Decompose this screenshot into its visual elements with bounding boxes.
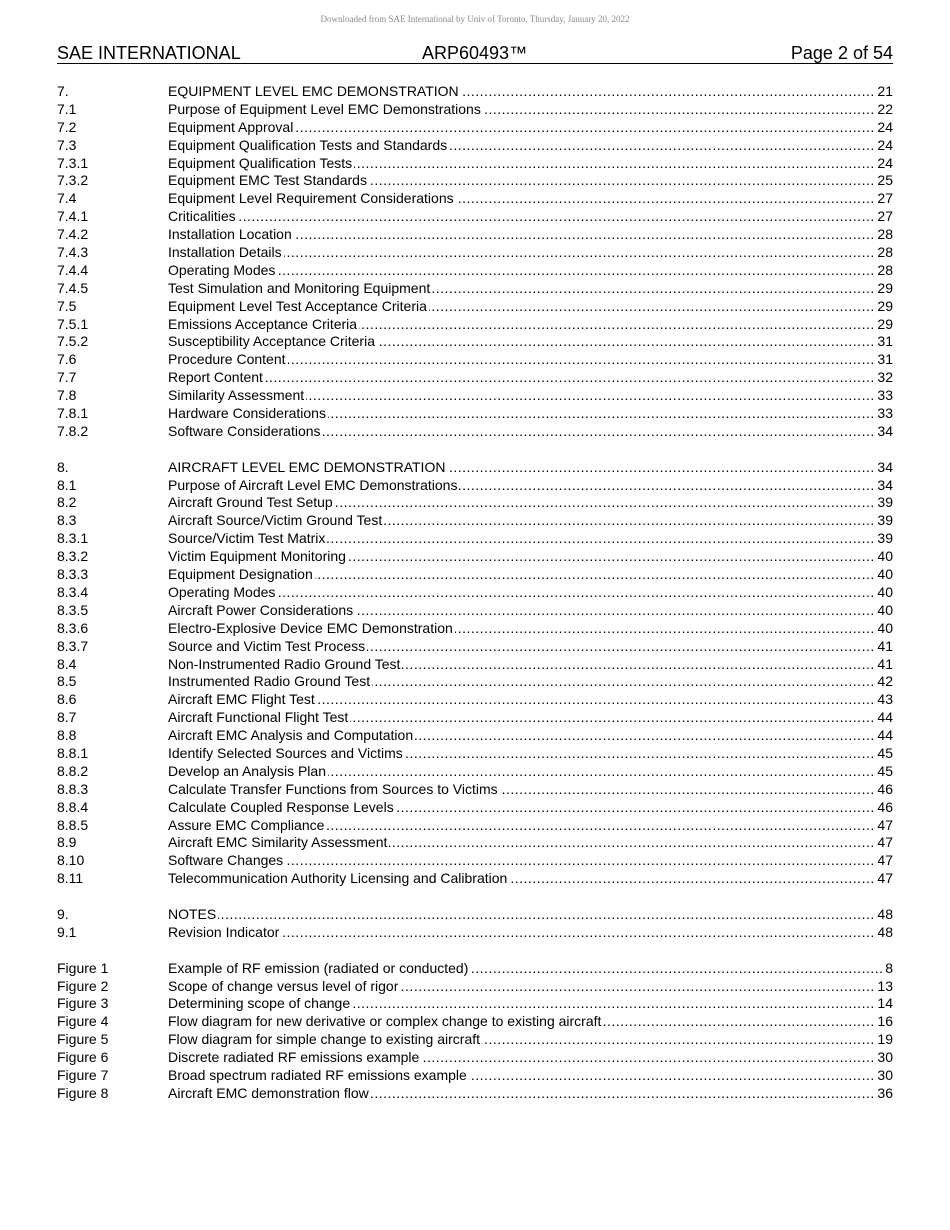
toc-entry-page: 32 bbox=[877, 369, 893, 386]
toc-entry[interactable] bbox=[57, 781, 893, 799]
toc-entry-title: Operating Modes bbox=[168, 261, 276, 278]
toc-entry-page: 41 bbox=[877, 637, 893, 654]
toc-entry-title: Equipment Level Requirement Considerations bbox=[168, 190, 454, 207]
toc-entry-title-leader bbox=[168, 477, 876, 495]
toc-entry-number: Figure 8 bbox=[57, 1084, 109, 1101]
toc-entry-number: 8.4 bbox=[57, 655, 77, 672]
toc-entry-title-leader bbox=[168, 799, 876, 817]
toc-entry[interactable] bbox=[57, 584, 893, 602]
toc-entry-title: Broad spectrum radiated RF emissions example bbox=[168, 1066, 467, 1083]
toc-entry-page: 28 bbox=[877, 244, 893, 261]
toc-entry-page: 39 bbox=[877, 530, 893, 547]
toc-entry-number: 7.3.1 bbox=[57, 154, 89, 171]
toc-entry[interactable] bbox=[57, 817, 893, 835]
toc-entry[interactable] bbox=[57, 119, 893, 137]
toc-entry[interactable] bbox=[57, 172, 893, 190]
toc-entry-title-leader bbox=[168, 208, 876, 226]
toc-entry-page: 45 bbox=[877, 762, 893, 779]
toc-entry-title: Purpose of Equipment Level EMC Demonstrations bbox=[168, 100, 481, 117]
toc-entry-number: 8.3.6 bbox=[57, 619, 89, 636]
toc-entry-title-leader bbox=[168, 494, 876, 512]
toc-entry-title-leader bbox=[168, 691, 876, 709]
toc-entry-title-leader bbox=[168, 405, 876, 423]
toc-entry-title: Calculate Coupled Response Levels bbox=[168, 798, 394, 815]
toc-entry-page: 44 bbox=[877, 709, 893, 726]
toc-entry-title-leader bbox=[168, 566, 876, 584]
toc-entry-page: 46 bbox=[877, 798, 893, 815]
toc-entry-number: 7.4.1 bbox=[57, 208, 89, 225]
toc-entry-title: Report Content bbox=[168, 369, 263, 386]
toc-entry-title: Software Considerations bbox=[168, 422, 321, 439]
toc-entry[interactable] bbox=[57, 530, 893, 548]
toc-entry-page: 28 bbox=[877, 226, 893, 243]
toc-entry-title-leader bbox=[168, 387, 876, 405]
toc-entry-title: Aircraft EMC Similarity Assessment bbox=[168, 834, 388, 851]
toc-entry[interactable] bbox=[57, 978, 893, 996]
toc-entry-title-leader bbox=[168, 316, 876, 334]
toc-entry-number: 7.3.2 bbox=[57, 172, 89, 189]
toc-entry-page: 16 bbox=[877, 1013, 893, 1030]
toc-entry-page: 29 bbox=[877, 315, 893, 332]
toc-entry-number: 8.8.2 bbox=[57, 762, 89, 779]
toc-entry[interactable] bbox=[57, 208, 893, 226]
toc-entry[interactable] bbox=[57, 691, 893, 709]
toc-entry-number: 8.8.5 bbox=[57, 816, 89, 833]
toc-entry-title: Installation Details bbox=[168, 244, 282, 261]
toc-entry-number: 8.3.5 bbox=[57, 601, 89, 618]
toc-entry-title-leader bbox=[168, 280, 876, 298]
toc-entry-title: Susceptibility Acceptance Criteria bbox=[168, 333, 375, 350]
toc-entry-title-leader bbox=[168, 333, 876, 351]
toc-entry-page: 24 bbox=[877, 154, 893, 171]
toc-entry-page: 39 bbox=[877, 494, 893, 511]
toc-entry-title-leader bbox=[168, 978, 876, 996]
toc-entry-number: 7.4 bbox=[57, 190, 77, 207]
toc-entry-page: 34 bbox=[877, 476, 893, 493]
toc-entry[interactable] bbox=[57, 459, 893, 477]
toc-entry[interactable] bbox=[57, 226, 893, 244]
toc-entry-number: 8. bbox=[57, 458, 69, 475]
toc-entry-title: Example of RF emission (radiated or conducted) bbox=[168, 959, 469, 976]
toc-entry[interactable] bbox=[57, 351, 893, 369]
document-number: ARP60493™ bbox=[422, 43, 528, 63]
toc-entry-number: 7.8 bbox=[57, 387, 77, 404]
toc-entry-number: 7.5.1 bbox=[57, 315, 89, 332]
toc-entry-page: 31 bbox=[877, 351, 893, 368]
toc-entry-number: 8.1 bbox=[57, 476, 77, 493]
toc-entry-title-leader bbox=[168, 727, 876, 745]
toc-entry-page: 31 bbox=[877, 333, 893, 350]
toc-entry-title: Aircraft Power Considerations bbox=[168, 601, 354, 618]
toc-entry-page: 47 bbox=[877, 816, 893, 833]
toc-entry-title: Aircraft EMC Flight Test bbox=[168, 691, 315, 708]
toc-entry-title-leader bbox=[168, 781, 876, 799]
toc-entry-number: Figure 1 bbox=[57, 959, 109, 976]
toc-entry-number: 8.11 bbox=[57, 870, 84, 887]
toc-entry-title: Identify Selected Sources and Victims bbox=[168, 744, 403, 761]
toc-entry-title: Telecommunication Authority Licensing and Calibration bbox=[168, 870, 508, 887]
toc-entry-title: Equipment EMC Test Standards bbox=[168, 172, 367, 189]
toc-entry-title: Aircraft Ground Test Setup bbox=[168, 494, 333, 511]
toc-entry-title: Aircraft EMC demonstration flow bbox=[168, 1084, 369, 1101]
toc-entry-page: 43 bbox=[877, 691, 893, 708]
toc-entry[interactable] bbox=[57, 763, 893, 781]
toc-entry-title-leader bbox=[168, 870, 876, 888]
toc-entry[interactable] bbox=[57, 155, 893, 173]
toc-entry-title: Similarity Assessment bbox=[168, 387, 305, 404]
toc-entry[interactable] bbox=[57, 1049, 893, 1067]
toc-entry-title-leader bbox=[168, 1013, 876, 1031]
toc-entry[interactable] bbox=[57, 548, 893, 566]
toc-entry-title-leader bbox=[168, 190, 876, 208]
page-header bbox=[57, 43, 893, 64]
toc-entry[interactable] bbox=[57, 280, 893, 298]
toc-entry[interactable] bbox=[57, 924, 893, 942]
toc-entry-title: Determining scope of change bbox=[168, 995, 351, 1012]
toc-entry-page: 40 bbox=[877, 619, 893, 636]
toc-entry-page: 27 bbox=[877, 190, 893, 207]
toc-entry[interactable] bbox=[57, 745, 893, 763]
toc-entry-number: 8.8.4 bbox=[57, 798, 89, 815]
toc-entry-title: Purpose of Aircraft Level EMC Demonstrations bbox=[168, 476, 458, 493]
toc-entry-title: Assure EMC Compliance bbox=[168, 816, 325, 833]
toc-entry-page: 48 bbox=[877, 905, 893, 922]
toc-entry[interactable] bbox=[57, 477, 893, 495]
toc-entry[interactable] bbox=[57, 620, 893, 638]
toc-entry-title-leader bbox=[168, 709, 876, 727]
toc-entry[interactable] bbox=[57, 494, 893, 512]
toc-entry-title-leader bbox=[168, 226, 876, 244]
toc-entry-page: 47 bbox=[877, 870, 893, 887]
toc-entry-page: 48 bbox=[877, 923, 893, 940]
toc-entry-title: Revision Indicator bbox=[168, 923, 280, 940]
toc-section bbox=[57, 459, 893, 888]
toc-entry-title: Equipment Designation bbox=[168, 566, 313, 583]
toc-entry-title: Aircraft Source/Victim Ground Test bbox=[168, 512, 383, 529]
toc-entry-title-leader bbox=[168, 423, 876, 441]
toc-entry-number: Figure 4 bbox=[57, 1013, 109, 1030]
toc-entry-title-leader bbox=[168, 834, 876, 852]
toc-entry-number: Figure 5 bbox=[57, 1031, 109, 1048]
toc-entry-title: Scope of change versus level of rigor bbox=[168, 977, 399, 994]
toc-entry-page: 40 bbox=[877, 583, 893, 600]
toc-entry[interactable] bbox=[57, 906, 893, 924]
toc-entry-title-leader bbox=[168, 351, 876, 369]
toc-entry[interactable] bbox=[57, 673, 893, 691]
toc-entry-page: 30 bbox=[877, 1066, 893, 1083]
toc-entry-page: 25 bbox=[877, 172, 893, 189]
toc-entry-page: 41 bbox=[877, 655, 893, 672]
toc-entry-title: Flow diagram for new derivative or complex change to existing aircraft bbox=[168, 1013, 602, 1030]
toc-entry-page: 30 bbox=[877, 1049, 893, 1066]
toc-entry-number: 7.4.3 bbox=[57, 244, 89, 261]
toc-entry[interactable] bbox=[57, 709, 893, 727]
toc-entry-number: 7.4.5 bbox=[57, 279, 89, 296]
toc-entry-title-leader bbox=[168, 137, 876, 155]
toc-entry-title: Operating Modes bbox=[168, 583, 276, 600]
toc-entry[interactable] bbox=[57, 405, 893, 423]
toc-entry-page: 14 bbox=[877, 995, 893, 1012]
toc-section bbox=[57, 906, 893, 942]
toc-entry-title-leader bbox=[168, 673, 876, 691]
toc-entry[interactable] bbox=[57, 656, 893, 674]
toc-entry-title: EQUIPMENT LEVEL EMC DEMONSTRATION bbox=[168, 83, 459, 99]
page-number: Page 2 of 54 bbox=[790, 43, 893, 63]
toc-entry-title: Software Changes bbox=[168, 852, 284, 869]
toc-entry-page: 33 bbox=[877, 405, 893, 422]
toc-entry-page: 40 bbox=[877, 566, 893, 583]
toc-entry-number: 8.8.1 bbox=[57, 744, 89, 761]
toc-section bbox=[57, 83, 893, 441]
toc-entry-title-leader bbox=[168, 817, 876, 835]
toc-entry-title-leader bbox=[168, 1067, 876, 1085]
toc-entry[interactable] bbox=[57, 387, 893, 405]
toc-entry-number: Figure 3 bbox=[57, 995, 109, 1012]
toc-entry-title-leader bbox=[168, 530, 876, 548]
toc-entry-title-leader bbox=[168, 83, 876, 101]
toc-entry-page: 33 bbox=[877, 387, 893, 404]
toc-entry-title-leader bbox=[168, 763, 876, 781]
toc-entry-number: 8.8.3 bbox=[57, 780, 89, 797]
toc-entry[interactable] bbox=[57, 1031, 893, 1049]
toc-entry-title-leader bbox=[168, 745, 876, 763]
toc-entry-title: Procedure Content bbox=[168, 351, 286, 368]
toc-entry-page: 44 bbox=[877, 727, 893, 744]
toc-entry[interactable] bbox=[57, 638, 893, 656]
toc-entry-number: 8.6 bbox=[57, 691, 77, 708]
publisher-name: SAE INTERNATIONAL bbox=[57, 43, 241, 63]
toc-entry-title-leader bbox=[168, 369, 876, 387]
toc-entry[interactable] bbox=[57, 316, 893, 334]
toc-entry-title-leader bbox=[168, 602, 876, 620]
toc-entry-number: 8.2 bbox=[57, 494, 77, 511]
toc-entry-number: 7.1 bbox=[57, 100, 77, 117]
toc-entry-page: 27 bbox=[877, 208, 893, 225]
toc-entry[interactable] bbox=[57, 995, 893, 1013]
toc-entry-title-leader bbox=[168, 172, 876, 190]
toc-entry-page: 28 bbox=[877, 261, 893, 278]
toc-entry-number: 8.8 bbox=[57, 727, 77, 744]
toc-entry-page: 34 bbox=[877, 458, 893, 475]
toc-entry-title: Calculate Transfer Functions from Sources to Victims bbox=[168, 780, 498, 797]
toc-entry-page: 29 bbox=[877, 279, 893, 296]
toc-entry-page: 19 bbox=[877, 1031, 893, 1048]
toc-entry-title: Equipment Qualification Tests bbox=[168, 154, 353, 171]
toc-entry-title: Instrumented Radio Ground Test bbox=[168, 673, 371, 690]
toc-entry-page: 22 bbox=[877, 100, 893, 117]
toc-entry[interactable] bbox=[57, 1067, 893, 1085]
toc-entry-number: 8.9 bbox=[57, 834, 77, 851]
toc-entry-page: 34 bbox=[877, 422, 893, 439]
toc-entry-title-leader bbox=[168, 584, 876, 602]
toc-entry[interactable] bbox=[57, 960, 893, 978]
toc-entry[interactable] bbox=[57, 602, 893, 620]
toc-entry[interactable] bbox=[57, 262, 893, 280]
toc-entry[interactable] bbox=[57, 137, 893, 155]
toc-entry-title: Test Simulation and Monitoring Equipment bbox=[168, 279, 431, 296]
toc-entry-number: 8.3.1 bbox=[57, 530, 89, 547]
toc-entry[interactable] bbox=[57, 512, 893, 530]
toc-entry[interactable] bbox=[57, 852, 893, 870]
toc-entry-page: 24 bbox=[877, 136, 893, 153]
toc-entry-title: Source and Victim Test Process bbox=[168, 637, 366, 654]
toc-entry-title-leader bbox=[168, 656, 876, 674]
toc-entry-page: 36 bbox=[877, 1084, 893, 1101]
toc-entry-number: 7.8.2 bbox=[57, 422, 89, 439]
toc-entry[interactable] bbox=[57, 870, 893, 888]
toc-entry-page: 8 bbox=[885, 959, 893, 976]
toc-entry-title: Source/Victim Test Matrix bbox=[168, 530, 326, 547]
toc-entry[interactable] bbox=[57, 83, 893, 101]
toc-entry-title-leader bbox=[168, 638, 876, 656]
toc-entry[interactable] bbox=[57, 369, 893, 387]
toc-entry-page: 40 bbox=[877, 601, 893, 618]
toc-entry-title-leader bbox=[168, 298, 876, 316]
toc-entry-title-leader bbox=[168, 620, 876, 638]
toc-entry-title: Develop an Analysis Plan bbox=[168, 762, 326, 779]
toc-entry-title: Equipment Approval bbox=[168, 118, 294, 135]
toc-entry[interactable] bbox=[57, 1085, 893, 1103]
toc-entry-title-leader bbox=[168, 512, 876, 530]
toc-entry-title-leader bbox=[168, 852, 876, 870]
toc-entry-number: Figure 2 bbox=[57, 977, 109, 994]
toc-entry-title-leader bbox=[168, 155, 876, 173]
toc-entry-number: 7.3 bbox=[57, 136, 77, 153]
download-watermark: Downloaded from SAE International by Univ of Toronto, Thursday, January 20, 2022 bbox=[320, 14, 630, 24]
toc-entry-page: 24 bbox=[877, 118, 893, 135]
toc-entry-title: Aircraft Functional Flight Test bbox=[168, 709, 349, 726]
toc-entry-title-leader bbox=[168, 101, 876, 119]
toc-entry[interactable] bbox=[57, 101, 893, 119]
toc-entry[interactable] bbox=[57, 566, 893, 584]
toc-entry-page: 29 bbox=[877, 297, 893, 314]
toc-entry[interactable] bbox=[57, 799, 893, 817]
toc-entry-number: 8.7 bbox=[57, 709, 77, 726]
toc-entry-title-leader bbox=[168, 548, 876, 566]
toc-entry-number: 7.7 bbox=[57, 369, 77, 386]
toc-entry[interactable] bbox=[57, 333, 893, 351]
toc-entry-number: 8.10 bbox=[57, 852, 85, 869]
toc-section bbox=[57, 960, 893, 1103]
toc-entry-page: 13 bbox=[877, 977, 893, 994]
toc-entry-number: Figure 7 bbox=[57, 1066, 109, 1083]
toc-entry-number: 9. bbox=[57, 905, 69, 922]
toc-entry-number: 7.4.4 bbox=[57, 261, 89, 278]
toc-entry-title-leader bbox=[168, 262, 876, 280]
toc-entry-number: 7. bbox=[57, 83, 69, 99]
toc-entry-page: 47 bbox=[877, 834, 893, 851]
toc-entry-title: Criticalities bbox=[168, 208, 236, 225]
toc-entry-number: 8.3.7 bbox=[57, 637, 89, 654]
table-of-contents bbox=[57, 83, 893, 1121]
toc-entry[interactable] bbox=[57, 727, 893, 745]
toc-entry-number: 7.5.2 bbox=[57, 333, 89, 350]
toc-entry-title-leader bbox=[168, 1031, 876, 1049]
toc-entry[interactable] bbox=[57, 244, 893, 262]
toc-entry-title: NOTES bbox=[168, 905, 217, 922]
toc-entry-title-leader bbox=[168, 1085, 876, 1103]
toc-entry-number: 8.3.3 bbox=[57, 566, 89, 583]
toc-entry-title-leader bbox=[168, 459, 876, 477]
toc-entry-title: Aircraft EMC Analysis and Computation bbox=[168, 727, 414, 744]
toc-entry-page: 21 bbox=[877, 83, 893, 99]
toc-entry[interactable] bbox=[57, 1013, 893, 1031]
toc-entry-title: Emissions Acceptance Criteria bbox=[168, 315, 358, 332]
toc-entry[interactable] bbox=[57, 298, 893, 316]
toc-entry-page: 40 bbox=[877, 548, 893, 565]
toc-entry-number: 9.1 bbox=[57, 923, 77, 940]
toc-entry-title: Discrete radiated RF emissions example bbox=[168, 1049, 420, 1066]
toc-entry-title: Hardware Considerations bbox=[168, 405, 326, 422]
toc-entry-number: 8.3 bbox=[57, 512, 77, 529]
toc-entry[interactable] bbox=[57, 834, 893, 852]
toc-entry-title: Equipment Qualification Tests and Standards bbox=[168, 136, 448, 153]
toc-entry[interactable] bbox=[57, 190, 893, 208]
toc-entry-title: Installation Location bbox=[168, 226, 292, 243]
toc-entry-title-leader bbox=[168, 995, 876, 1013]
toc-entry-number: 7.6 bbox=[57, 351, 77, 368]
toc-entry-page: 42 bbox=[877, 673, 893, 690]
toc-entry-number: 7.8.1 bbox=[57, 405, 89, 422]
toc-entry-title-leader bbox=[168, 924, 876, 942]
toc-entry-number: 8.5 bbox=[57, 673, 77, 690]
toc-entry-page: 46 bbox=[877, 780, 893, 797]
toc-entry[interactable] bbox=[57, 423, 893, 441]
toc-entry-number: 8.3.2 bbox=[57, 548, 89, 565]
toc-entry-title-leader bbox=[168, 119, 876, 137]
toc-entry-number: 7.4.2 bbox=[57, 226, 89, 243]
toc-entry-number: 7.2 bbox=[57, 118, 77, 135]
toc-entry-title-leader bbox=[168, 906, 876, 924]
toc-entry-title-leader bbox=[168, 1049, 876, 1067]
toc-entry-title-leader bbox=[168, 960, 884, 978]
toc-entry-page: 45 bbox=[877, 744, 893, 761]
toc-entry-title: Equipment Level Test Acceptance Criteria bbox=[168, 297, 427, 314]
toc-entry-number: Figure 6 bbox=[57, 1049, 109, 1066]
toc-entry-title: Non-Instrumented Radio Ground Test bbox=[168, 655, 401, 672]
toc-entry-number: 8.3.4 bbox=[57, 583, 89, 600]
toc-entry-title-leader bbox=[168, 244, 876, 262]
toc-entry-page: 39 bbox=[877, 512, 893, 529]
toc-entry-number: 7.5 bbox=[57, 297, 77, 314]
toc-entry-title: Flow diagram for simple change to existing aircraft bbox=[168, 1031, 481, 1048]
toc-entry-title: Electro-Explosive Device EMC Demonstration bbox=[168, 619, 453, 636]
toc-entry-title: AIRCRAFT LEVEL EMC DEMONSTRATION bbox=[168, 458, 446, 475]
toc-entry-page: 47 bbox=[877, 852, 893, 869]
toc-entry-title: Victim Equipment Monitoring bbox=[168, 548, 346, 565]
